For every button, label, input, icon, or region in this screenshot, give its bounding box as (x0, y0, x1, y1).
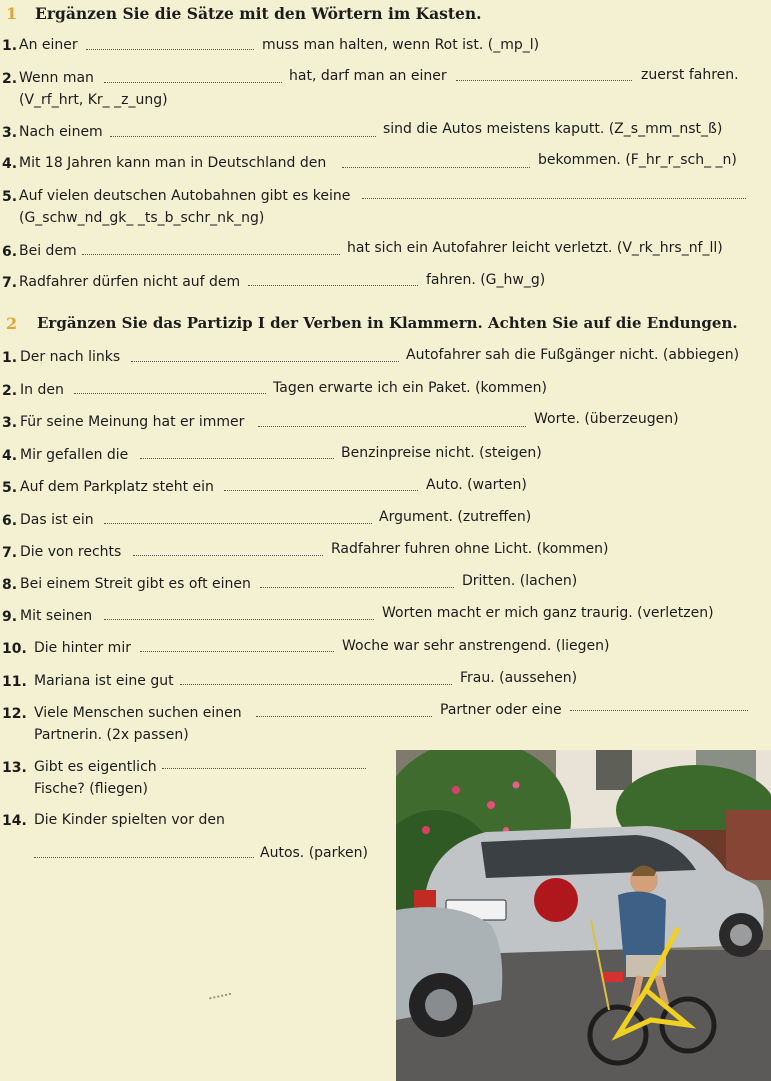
s2-item-14-blank[interactable] (34, 857, 254, 858)
s2-item-13-number: 13. (2, 760, 27, 776)
s2-item-5-number: 5. (2, 480, 18, 496)
s2-item-11-text-a: Mariana ist eine gut (34, 673, 174, 689)
s2-item-11-number: 11. (2, 674, 27, 690)
s1-item-3-text-a: Nach einem (19, 124, 103, 140)
s2-item-2-blank[interactable] (74, 393, 266, 394)
s2-item-4-text-a: Mir gefallen die (20, 447, 129, 463)
s1-item-6-text-a: Bei dem (19, 243, 77, 259)
s1-item-6-blank[interactable] (82, 254, 340, 255)
s2-item-4-blank[interactable] (140, 458, 334, 459)
s2-item-3-blank[interactable] (258, 426, 526, 427)
section-2-title: Ergänzen Sie das Partizip I der Verben in Klammern. Achten Sie auf die Endungen. (37, 314, 738, 332)
s1-item-2-blank-1[interactable] (104, 82, 282, 83)
s2-item-7-blank[interactable] (133, 555, 323, 556)
s1-item-6-number: 6. (2, 244, 18, 260)
s1-item-5-number: 5. (2, 189, 18, 205)
s2-item-10-number: 10. (2, 641, 27, 657)
s2-item-4-text-b: Benzinpreise nicht. (steigen) (341, 445, 542, 461)
s1-item-7-blank[interactable] (248, 285, 418, 286)
s2-item-2-text-a: In den (20, 382, 64, 398)
s1-item-7-text-a: Radfahrer dürfen nicht auf dem (19, 274, 241, 290)
s2-item-5-text-a: Auf dem Parkplatz steht ein (20, 479, 214, 495)
s1-item-4-blank[interactable] (342, 167, 530, 168)
s2-item-13-hint: Fische? (fliegen) (34, 781, 148, 797)
s1-item-4-text-a: Mit 18 Jahren kann man in Deutschland den (19, 155, 327, 171)
s2-item-9-text-a: Mit seinen (20, 608, 93, 624)
s2-item-4-number: 4. (2, 448, 18, 464)
s1-item-5-hint: (G_schw_nd_gk_ _ts_b_schr_nk_ng) (19, 210, 265, 226)
s2-item-11-blank[interactable] (180, 684, 452, 685)
s1-item-2-number: 2. (2, 71, 18, 87)
s1-item-2-hint: (V_rf_hrt, Kr_ _z_ung) (19, 92, 168, 108)
s2-item-1-text-a: Der nach links (20, 349, 121, 365)
s1-item-7-text-b: fahren. (G_hw_g) (426, 272, 546, 288)
s1-item-1-text-b: muss man halten, wenn Rot ist. (_mp_l) (262, 37, 540, 53)
s2-item-12-text-a: Viele Menschen suchen einen (34, 705, 242, 721)
s2-item-3-text-a: Für seine Meinung hat er immer (20, 414, 245, 430)
s1-item-5-blank[interactable] (362, 198, 746, 199)
section-1-number: 1 (6, 4, 18, 23)
s1-item-3-blank[interactable] (110, 136, 376, 137)
s2-item-3-text-b: Worte. (überzeugen) (534, 411, 679, 427)
s2-item-7-text-a: Die von rechts (20, 544, 122, 560)
s2-item-14-text-a: Die Kinder spielten vor den (34, 812, 225, 828)
s2-item-1-text-b: Autofahrer sah die Fußgänger nicht. (abbiegen) (406, 347, 740, 363)
s1-item-4-number: 4. (2, 156, 18, 172)
s1-item-3-number: 3. (2, 125, 18, 141)
s1-item-1-blank[interactable] (86, 49, 254, 50)
s2-item-3-number: 3. (2, 415, 18, 431)
s1-item-2-text-a: Wenn man (19, 70, 94, 86)
s1-item-6-text-b: hat sich ein Autofahrer leicht verletzt. (V_rk_hrs_nf_ll) (347, 240, 723, 256)
s2-item-10-blank[interactable] (140, 651, 334, 652)
s2-item-9-blank[interactable] (104, 619, 374, 620)
s2-item-12-blank-1[interactable] (256, 716, 432, 717)
s2-item-8-blank[interactable] (260, 587, 454, 588)
s2-item-10-text-b: Woche war sehr anstrengend. (liegen) (342, 638, 610, 654)
s2-item-12-hint: Partnerin. (2x passen) (34, 727, 189, 743)
s2-item-2-text-b: Tagen erwarte ich ein Paket. (kommen) (273, 380, 547, 396)
s2-item-6-text-a: Das ist ein (20, 512, 94, 528)
s2-item-8-text-a: Bei einem Streit gibt es oft einen (20, 576, 251, 592)
s2-item-12-blank-2[interactable] (570, 710, 748, 711)
section-2-number: 2 (6, 314, 18, 333)
s2-item-11-text-b: Frau. (aussehen) (460, 670, 578, 686)
section-1-title: Ergänzen Sie die Sätze mit den Wörtern im Kasten. (35, 4, 482, 23)
s2-item-5-blank[interactable] (224, 490, 418, 491)
s2-item-12-text-b: Partner oder eine (440, 702, 562, 718)
s2-item-7-number: 7. (2, 545, 18, 561)
s1-item-1-number: 1. (2, 38, 18, 54)
s2-item-13-text-a: Gibt es eigentlich (34, 759, 157, 775)
street-photo (396, 750, 771, 1081)
s2-item-6-text-b: Argument. (zutreffen) (379, 509, 532, 525)
s1-item-2-text-c: zuerst fahren. (641, 67, 739, 83)
s2-item-10-text-a: Die hinter mir (34, 640, 131, 656)
s2-item-2-number: 2. (2, 383, 18, 399)
s2-item-9-number: 9. (2, 609, 18, 625)
street-photo-illustration (396, 750, 771, 1081)
s2-item-6-blank[interactable] (104, 523, 372, 524)
s1-item-2-blank-2[interactable] (456, 80, 632, 81)
s1-item-4-text-b: bekommen. (F_hr_r_sch_ _n) (538, 152, 737, 168)
s2-item-14-number: 14. (2, 813, 27, 829)
s1-item-2-text-b: hat, darf man an einer (289, 68, 447, 84)
s2-item-7-text-b: Radfahrer fuhren ohne Licht. (kommen) (331, 541, 609, 557)
paper-smudge (209, 993, 233, 1007)
s2-item-6-number: 6. (2, 513, 18, 529)
s2-item-14-hint: Autos. (parken) (260, 845, 368, 861)
s2-item-9-text-b: Worten macht er mich ganz traurig. (verletzen) (382, 605, 714, 621)
s2-item-1-blank[interactable] (131, 361, 399, 362)
s2-item-13-blank[interactable] (162, 768, 366, 769)
s1-item-3-text-b: sind die Autos meistens kaputt. (Z_s_mm_nst_ß) (383, 121, 723, 137)
s2-item-1-number: 1. (2, 350, 18, 366)
s1-item-5-text-a: Auf vielen deutschen Autobahnen gibt es keine (19, 188, 351, 204)
s2-item-8-text-b: Dritten. (lachen) (462, 573, 578, 589)
s2-item-12-number: 12. (2, 706, 27, 722)
s1-item-7-number: 7. (2, 275, 18, 291)
s1-item-1-text-a: An einer (19, 37, 78, 53)
s2-item-8-number: 8. (2, 577, 18, 593)
s2-item-5-text-b: Auto. (warten) (426, 477, 527, 493)
